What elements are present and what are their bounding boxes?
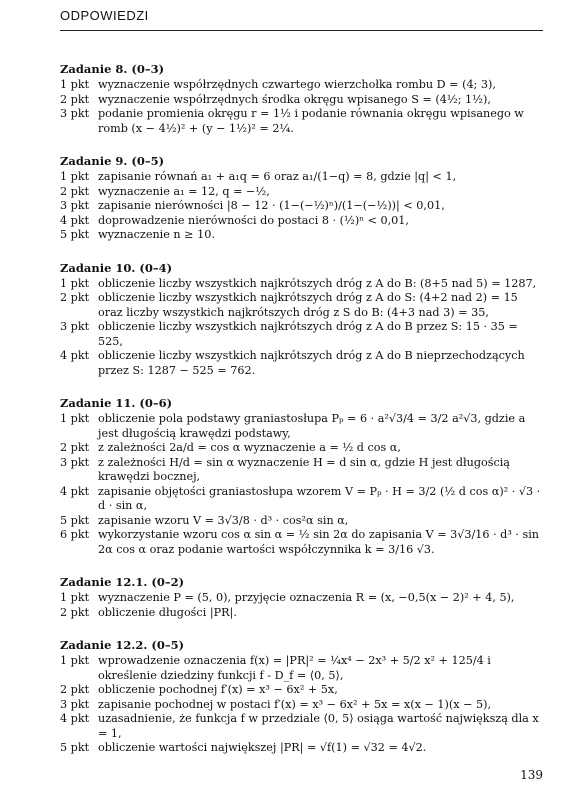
- task-section: [60, 396, 543, 557]
- scoring-item: [60, 528, 543, 557]
- criterion-text: zapisanie wzoru V = 3√3/8 · d³ · cos²α sin α,: [98, 513, 349, 527]
- criterion-text: z zależności H/d = sin α wyznaczenie H = d sin α, gdzie H jest długością krawędzi bocznej,: [98, 455, 510, 483]
- criterion-text: wykorzystanie wzoru cos α sin α = ½ sin 2α do zapisania V = 3√3/16 · d³ · sin 2α cos α oraz podanie wartości współczynnika k = 3/16 √3.: [98, 528, 540, 556]
- criterion-text: zapisanie objętości graniastosłupa wzorem V = Pₚ · H = 3/2 (½ d cos α)² · √3 · d · sin α,: [98, 484, 541, 512]
- criterion-text: wyznaczenie współrzędnych czwartego wierzchołka rombu D = (4; 3),: [98, 78, 496, 91]
- scoring-item: [60, 485, 543, 514]
- points-label: 3 pkt: [60, 455, 90, 469]
- points-label: 1 pkt: [60, 412, 90, 425]
- scoring-item: [60, 199, 543, 214]
- points-label: 5 pkt: [60, 228, 90, 241]
- task-title: Zadanie 9. (0–5): [60, 154, 165, 168]
- points-label: 5 pkt: [60, 741, 90, 754]
- scoring-item: [60, 683, 543, 698]
- points-label: 4 pkt: [60, 213, 90, 227]
- points-label: 2 pkt: [60, 92, 90, 106]
- criterion-text: doprowadzenie nierówności do postaci 8 · (½)ⁿ < 0,01,: [98, 213, 409, 227]
- criterion-text: zapisanie nierówności |8 − 12 · (1−(−½)ⁿ)/(1−(−½))| < 0,01,: [98, 199, 445, 212]
- scoring-item: [60, 514, 543, 529]
- criterion-text: zapisanie równań a₁ + a₁q = 6 oraz a₁/(1−q) = 8, gdzie |q| < 1,: [98, 170, 457, 183]
- scoring-item: [60, 170, 543, 185]
- scoring-item: [60, 185, 543, 200]
- task-section: [60, 62, 543, 136]
- criterion-text: zapisanie pochodnej w postaci f′(x) = x³ − 6x² + 5x = x(x − 1)(x − 5),: [98, 697, 492, 711]
- criterion-text: obliczenie długości |PR|.: [98, 605, 237, 619]
- scoring-item: [60, 93, 543, 108]
- task-title: Zadanie 12.2. (0–5): [60, 638, 185, 652]
- points-label: 3 pkt: [60, 320, 90, 333]
- task-section: [60, 638, 543, 756]
- points-label: 5 pkt: [60, 513, 90, 527]
- points-label: 1 pkt: [60, 170, 90, 183]
- points-label: 1 pkt: [60, 78, 90, 91]
- scoring-item: [60, 349, 543, 378]
- scoring-item: [60, 320, 543, 349]
- scoring-item: [60, 698, 543, 713]
- scoring-item: [60, 606, 543, 621]
- running-header: ODPOWIEDZI: [60, 8, 149, 23]
- points-label: 3 pkt: [60, 107, 90, 120]
- scoring-item: [60, 591, 543, 606]
- points-label: 2 pkt: [60, 291, 90, 304]
- task-section: [60, 154, 543, 243]
- scoring-item: [60, 412, 543, 441]
- criterion-text: obliczenie liczby wszystkich najkrótszych dróg z A do B nieprzechodzących przez S: 1287 − 525 = 762.: [98, 349, 525, 377]
- criterion-text: obliczenie wartości największej |PR| = √f(1) = √32 = 4√2.: [98, 741, 427, 754]
- task-title: Zadanie 10. (0–4): [60, 260, 173, 275]
- criterion-text: obliczenie liczby wszystkich najkrótszych dróg z A do B przez S: 15 · 35 = 525,: [98, 320, 518, 348]
- points-label: 4 pkt: [60, 484, 90, 498]
- scoring-item: [60, 441, 543, 456]
- criterion-text: podanie promienia okręgu r = 1½ i podanie równania okręgu wpisanego w romb (x − 4½)² + (y − 1½)² = 2¼.: [98, 107, 524, 135]
- criterion-text: wyznaczenie a₁ = 12, q = −½,: [98, 184, 270, 198]
- points-label: 1 pkt: [60, 654, 90, 667]
- points-label: 1 pkt: [60, 591, 90, 604]
- criterion-text: wprowadzenie oznaczenia f(x) = |PR|² = ¼x⁴ − 2x³ + 5/2 x² + 125/4 i określenie dziedziny funkcji f - D_f = ⟨0, 5⟩,: [98, 654, 491, 682]
- task-section: [60, 261, 543, 379]
- scoring-item: [60, 78, 543, 93]
- scoring-item: [60, 456, 543, 485]
- scoring-item: [60, 277, 543, 292]
- task-section: [60, 575, 543, 620]
- points-label: 2 pkt: [60, 683, 90, 696]
- scoring-item: [60, 291, 543, 320]
- scoring-item: [60, 214, 543, 229]
- scoring-item: [60, 228, 543, 243]
- header-rule: [60, 30, 543, 31]
- task-title: Zadanie 11. (0–6): [60, 396, 173, 410]
- criterion-text: obliczenie liczby wszystkich najkrótszych dróg z A do B: (8+5 nad 5) = 1287,: [98, 276, 537, 290]
- points-label: 4 pkt: [60, 712, 90, 725]
- criterion-text: wyznaczenie współrzędnych środka okręgu wpisanego S = (4½; 1½),: [98, 92, 491, 106]
- points-label: 3 pkt: [60, 697, 90, 711]
- points-label: 1 pkt: [60, 276, 90, 290]
- scoring-item: [60, 712, 543, 741]
- points-label: 2 pkt: [60, 605, 90, 619]
- points-label: 2 pkt: [60, 441, 90, 454]
- criterion-text: obliczenie pola podstawy graniastosłupa Pₚ = 6 · a²√3/4 = 3/2 a²√3, gdzie a jest długością krawędzi podstawy,: [98, 412, 526, 440]
- scoring-item: [60, 654, 543, 683]
- points-label: 6 pkt: [60, 528, 90, 541]
- scoring-item: [60, 741, 543, 756]
- points-label: 4 pkt: [60, 349, 90, 362]
- scoring-item: [60, 107, 543, 136]
- task-title: Zadanie 12.1. (0–2): [60, 575, 185, 589]
- points-label: 2 pkt: [60, 184, 90, 198]
- criterion-text: obliczenie liczby wszystkich najkrótszych dróg z A do S: (4+2 nad 2) = 15 oraz liczby wszystkich najkrótszych dróg z S do B: (4+3 nad 3) = 35,: [98, 291, 518, 319]
- criterion-text: obliczenie pochodnej f′(x) = x³ − 6x² + 5x,: [98, 683, 338, 696]
- answer-key: [60, 62, 543, 774]
- page-number: 139: [520, 768, 543, 782]
- criterion-text: wyznaczenie n ≥ 10.: [98, 228, 215, 241]
- criterion-text: uzasadnienie, że funkcja f w przedziale ⟨0, 5⟩ osiąga wartość największą dla x = 1,: [98, 712, 539, 740]
- criterion-text: z zależności 2a/d = cos α wyznaczenie a = ½ d cos α,: [98, 441, 401, 454]
- points-label: 3 pkt: [60, 199, 90, 212]
- criterion-text: wyznaczenie P = (5, 0), przyjęcie oznaczenia R = (x, −0,5(x − 2)² + 4, 5),: [98, 591, 515, 604]
- task-title: Zadanie 8. (0–3): [60, 62, 165, 76]
